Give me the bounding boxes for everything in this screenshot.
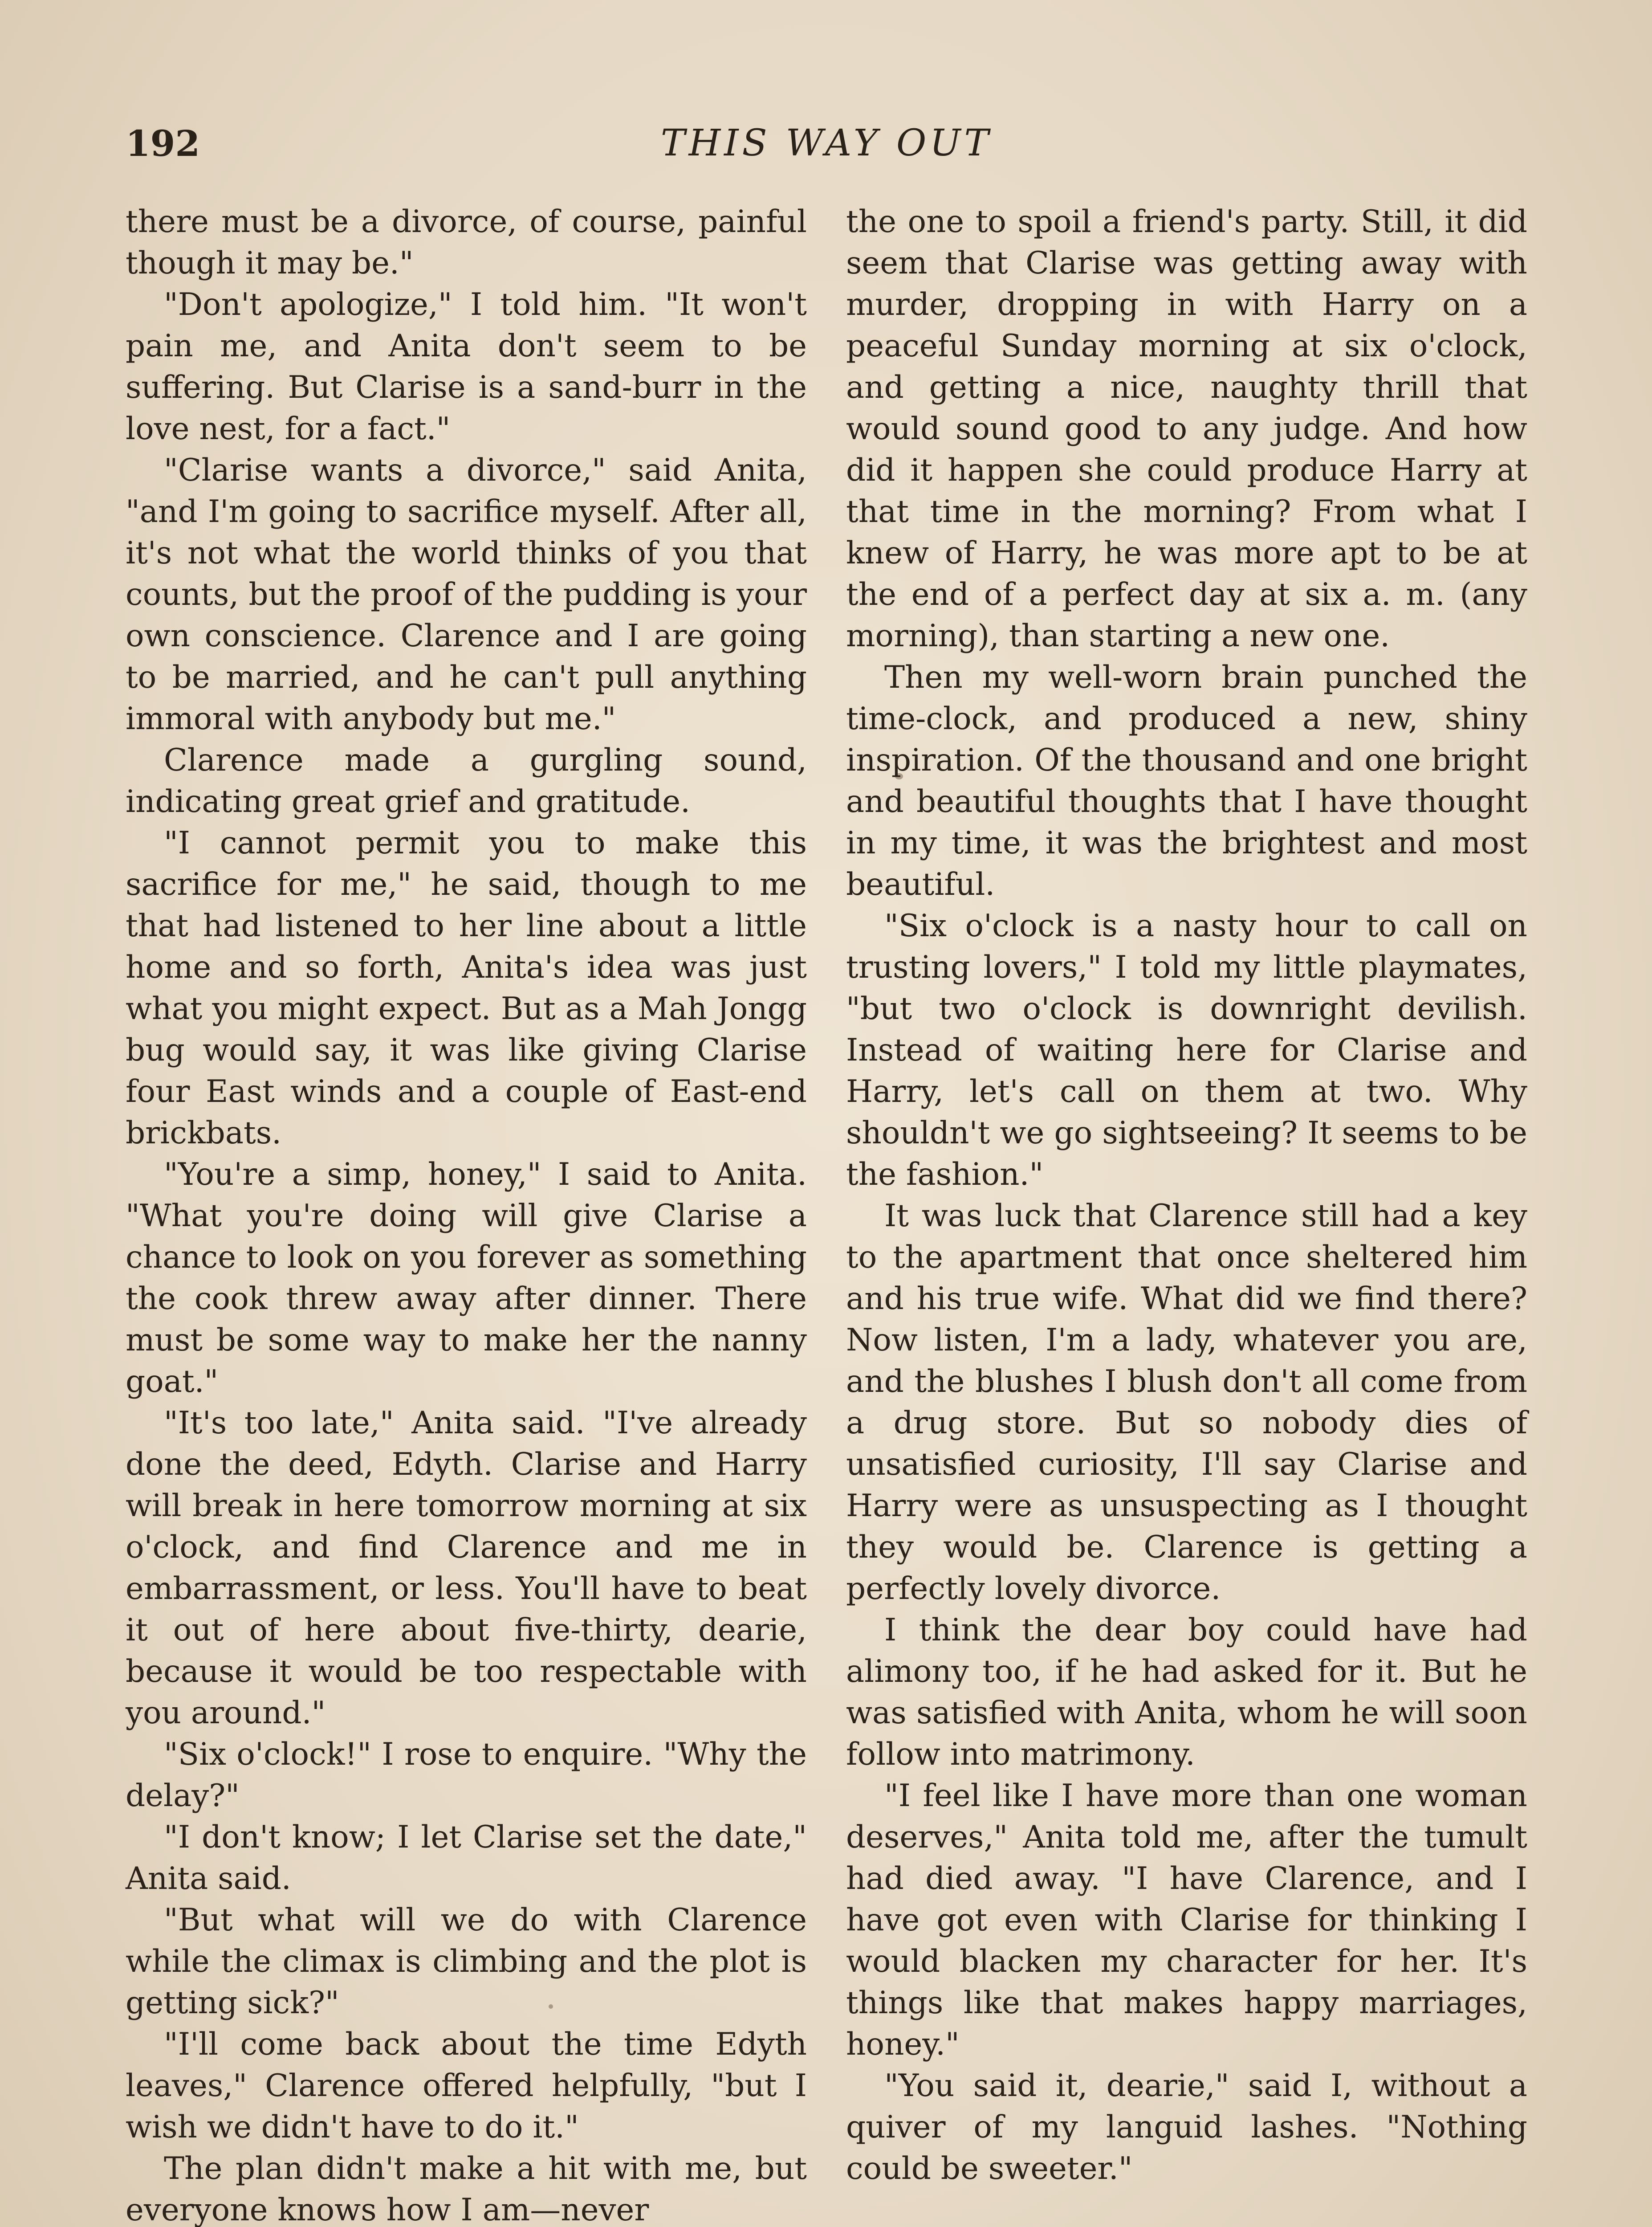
paragraph: "Don't apologize," I told him. "It won't pain me, and Anita don't seem to be suffering. But Clarise is a sand-burr in the love nest, for a fact." [126,287,807,447]
left-column [126,201,807,2227]
paragraph: "I don't know; I let Clarise set the date," Anita said. [126,1819,807,1897]
paragraph: "Six o'clock!" I rose to enquire. "Why the delay?" [126,1737,807,1814]
paragraph: "You said it, dearie," said I, without a quiver of my languid lashes. "Nothing could be sweeter." [846,2068,1527,2186]
paragraph: there must be a divorce, of course, painful though it may be." [126,204,807,281]
paragraph: "You're a simp, honey," I said to Anita. "What you're doing will give Clarise a chance to look on you forever as something the cook threw away after dinner. There must be some way to make her the nanny goat." [126,1157,807,1399]
paragraph: "I feel like I have more than one woman deserves," Anita told me, after the tumult had died away. "I have Clarence, and I have got even with Clarise for thinking I would blacken my character for her. It's things like that makes happy marriages, honey." [846,1778,1527,2062]
paragraph: The plan didn't make a hit with me, but everyone knows how I am—never [126,2151,807,2227]
running-head: THIS WAY OUT [660,122,993,164]
page-header [126,117,1527,170]
paragraph: "But what will we do with Clarence while the climax is climbing and the plot is getting sick?" [126,1902,807,2021]
page-number: 192 [126,122,200,164]
paragraph: "Six o'clock is a nasty hour to call on trusting lovers," I told my little playmates, "but two o'clock is downright devilish. Instead of waiting here for Clarise and Harry, let's call on them at two. Why shouldn't we go sightseeing? It seems to be the fashion." [846,908,1527,1192]
paragraph: "I'll come back about the time Edyth leaves," Clarence offered helpfully, "but I wish we didn't have to do it." [126,2027,807,2145]
right-column [846,201,1527,2190]
paragraph: the one to spoil a friend's party. Still, it did seem that Clarise was getting away with murder, dropping in with Harry on a peaceful Sunday morning at six o'clock, and getting a nice, naughty thrill that would sound good to any judge. And how did it happen she could produce Harry at that time in the morning? From what I knew of Harry, he was more apt to be at the end of a perfect day at six a. m. (any morning), than starting a new one. [846,204,1527,654]
paragraph: "Clarise wants a divorce," said Anita, "and I'm going to sacrifice myself. After all, it's not what the world thinks of you that counts, but the proof of the pudding is your own conscience. Clarence and I are going to be married, and he can't pull anything immoral with anybody but me." [126,453,807,737]
paragraph: "I cannot permit you to make this sacrifice for me," he said, though to me that had listened to her line about a little home and so forth, Anita's idea was just what you might expect. But as a Mah Jongg bug would say, it was like giving Clarise four East winds and a couple of East-end brickbats. [126,825,807,1151]
paragraph: It was luck that Clarence still had a key to the apartment that once sheltered him and his true wife. What did we find there? Now listen, I'm a lady, whatever you are, and the blushes I blush don't all come from a drug store. But so nobody dies of unsatisfied curiosity, I'll say Clarise and Harry were as unsuspecting as I thought they would be. Clarence is getting a perfectly lovely divorce. [846,1198,1527,1607]
paragraph: "It's too late," Anita said. "I've already done the deed, Edyth. Clarise and Harry will break in here tomorrow morning at six o'clock, and find Clarence and me in embarrassment, or less. You'll have to beat it out of here about five-thirty, dearie, because it would be too respectable with you around." [126,1405,807,1731]
paragraph: Clarence made a gurgling sound, indicating great grief and gratitude. [126,742,807,820]
paragraph: Then my well-worn brain punched the time-clock, and produced a new, shiny inspiration. Of the thousand and one bright and beautiful thoughts that I have thought in my time, it was the brightest and most beautiful. [846,660,1527,902]
paragraph: I think the dear boy could have had alimony too, if he had asked for it. But he was satisfied with Anita, whom he will soon follow into matrimony. [846,1612,1527,1772]
